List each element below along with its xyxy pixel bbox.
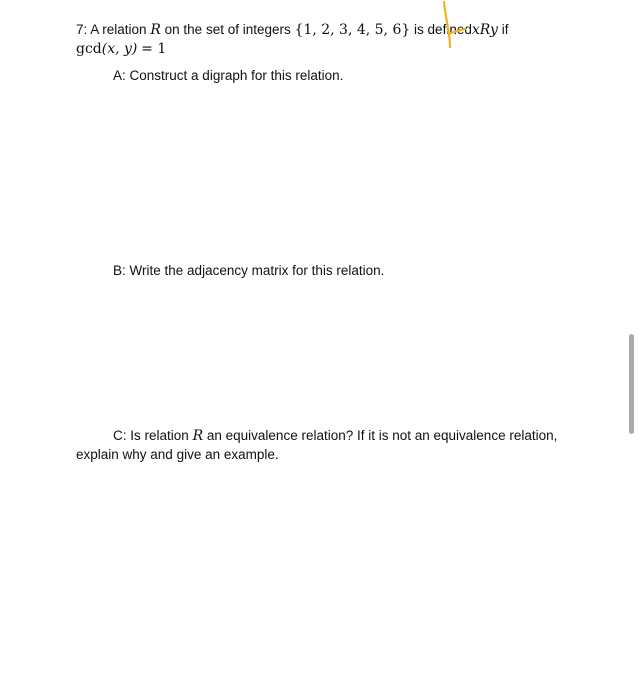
defined-word: is defined <box>414 22 472 37</box>
vertical-scrollbar[interactable] <box>629 334 634 434</box>
part-a-label: A: <box>113 68 126 83</box>
gcd-function: gcd <box>76 41 102 57</box>
if-word: if <box>501 22 509 37</box>
part-c-label: C: <box>113 428 127 443</box>
condition-R: R <box>479 22 491 38</box>
part-c-line-1 <box>113 427 557 445</box>
condition-y: y <box>490 22 498 38</box>
part-a <box>113 67 343 85</box>
part-c-text-before: Is relation <box>130 428 189 443</box>
part-b-text: Write the adjacency matrix for this relation. <box>129 263 385 278</box>
gcd-arguments: (x, y) <box>101 41 138 57</box>
part-c-text-after: an equivalence relation? If it is not an equivalence relation, <box>206 428 558 443</box>
relation-symbol: R <box>150 22 161 38</box>
question-line-1 <box>76 21 508 39</box>
question-set-intro: on the set of integers <box>164 22 291 37</box>
part-b <box>113 262 384 280</box>
condition-x: x <box>471 22 480 38</box>
part-c-relation-symbol: R <box>192 428 204 444</box>
integer-set: {1, 2, 3, 4, 5, 6} <box>294 22 411 38</box>
question-intro: A relation <box>90 22 147 37</box>
part-c-text-line2: explain why and give an example. <box>76 447 279 462</box>
question-line-2 <box>76 40 166 58</box>
part-a-text: Construct a digraph for this relation. <box>129 68 344 83</box>
part-b-label: B: <box>113 263 126 278</box>
part-c-line-2 <box>76 446 279 464</box>
gcd-equals-one: = 1 <box>141 41 167 57</box>
question-number: 7: <box>76 22 88 37</box>
